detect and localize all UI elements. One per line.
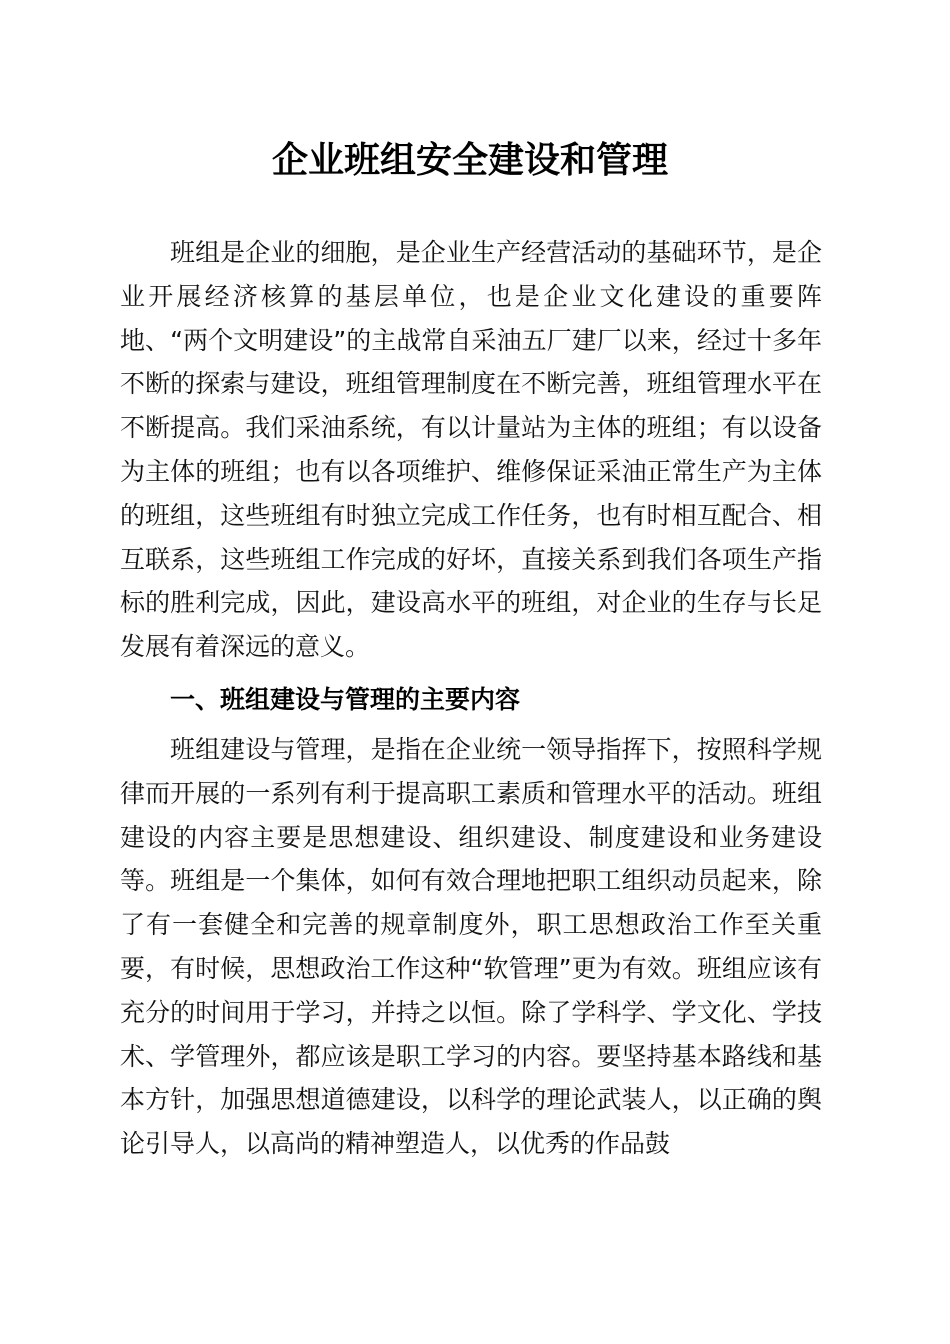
section-1-paragraph: 班组建设与管理，是指在企业统一领导指挥下，按照科学规律而开展的一系列有利于提高职工素质和管理水平的活动。班组建设的内容主要是思想建设、组织建设、制度建设和业务建设等。班组是一个集体，如何有效合理地把职工组织动员起来，除了有一套健全和完善的规章制度外，职工思想政治工作至关重要，有时候，思想政治工作这种“软管理”更为有效。班组应该有充分的时间用于学习，并持之以恒。除了学科学、学文化、学技术、学管理外，都应该是职工学习的内容。要坚持基本路线和基本方针，加强思想道德建设，以科学的理论武装人，以正确的舆论引导人，以高尚的精神塑造人，以优秀的作品鼓 xyxy=(120,735,822,1159)
document-title: 企业班组安全建设和管理 xyxy=(271,139,668,181)
section-heading-1: 一、班组建设与管理的主要内容 xyxy=(170,685,521,714)
intro-paragraph: 班组是企业的细胞，是企业生产经营活动的基础环节，是企业开展经济核算的基层单位，也是企业文化建设的重要阵地、“两个文明建设”的主战常自采油五厂建厂以来，经过十多年不断的探索与建设，班组管理制度在不断完善，班组管理水平在不断提高。我们采油系统，有以计量站为主体的班组；有以设备为主体的班组；也有以各项维护、维修保证采油正常生产为主体的班组，这些班组有时独立完成工作任务，也有时相互配合、相互联系，这些班组工作完成的好坏，直接关系到我们各项生产指标的胜利完成，因此，建设高水平的班组，对企业的生存与长足发展有着深远的意义。 xyxy=(120,238,822,662)
